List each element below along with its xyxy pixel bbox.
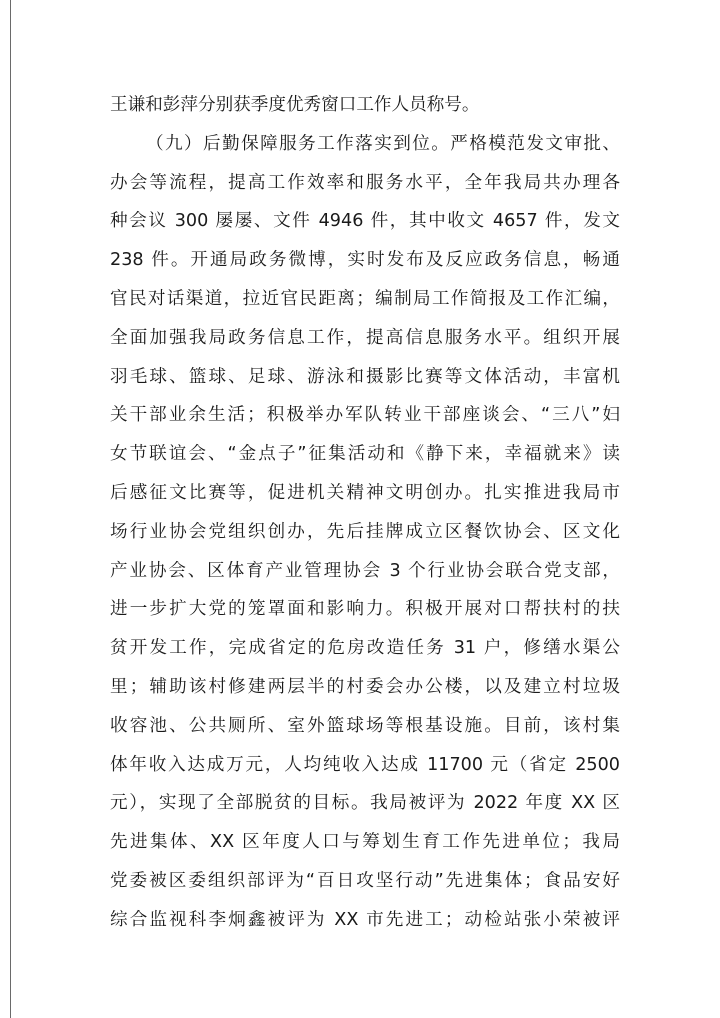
text-line: 王谦和彭萍分别获季度优秀窗口工作人员称号。 xyxy=(110,95,480,115)
text-line: 先进集体、XX 区年度人口与筹划生育工作先进单位；我局 xyxy=(110,832,620,853)
text-line: 收容池、公共厕所、室外篮球场等根基设施。目前，该村集 xyxy=(110,715,620,736)
text-line: 里；辅助该村修建两层半的村委会办公楼，以及建立村垃圾 xyxy=(110,676,620,697)
text-line: 官民对话渠道，拉近官民距离；编制局工作简报及工作汇编， xyxy=(110,288,620,309)
text-line: 贫开发工作，完成省定的危房改造任务 31 户，修缮水渠公 xyxy=(110,638,620,659)
text-line: 体年收入达成万元，人均纯收入达成 11700 元（省定 2500 xyxy=(110,754,620,775)
page-edge-line xyxy=(10,0,11,1018)
text-line: 综合监视科李炯鑫被评为 XX 市先进工；动检站张小荣被评 xyxy=(110,909,620,930)
text-line: 羽毛球、篮球、足球、游泳和摄影比赛等文体活动，丰富机 xyxy=(110,366,620,387)
text-line: （九）后勤保障服务工作落实到位。严格模范发文审批、 xyxy=(146,133,620,154)
text-line: 女节联谊会、“金点子”征集活动和《静下来，幸福就来》读 xyxy=(110,444,620,465)
body-text xyxy=(110,86,620,940)
text-line: 全面加强我局政务信息工作，提高信息服务水平。组织开展 xyxy=(110,327,620,348)
text-line: 后感征文比赛等，促进机关精神文明创办。扎实推进我局市 xyxy=(110,482,620,503)
text-line: 种会议 300 屡屡、文件 4946 件，其中收文 4657 件，发文 xyxy=(110,211,620,232)
text-line: 元），实现了全部脱贫的目标。我局被评为 2022 年度 XX 区 xyxy=(110,793,620,814)
text-line: 党委被区委组织部评为“百日攻坚行动”先进集体；食品安好 xyxy=(110,870,620,891)
text-line: 产业协会、区体育产业管理协会 3 个行业协会联合党支部， xyxy=(110,560,620,581)
text-line: 238 件。开通局政务微博，实时发布及反应政务信息，畅通 xyxy=(110,250,620,271)
text-line: 办会等流程，提高工作效率和服务水平，全年我局共办理各 xyxy=(110,172,620,193)
text-line: 进一步扩大党的笼罩面和影响力。积极开展对口帮扶村的扶 xyxy=(110,599,620,620)
text-line: 场行业协会党组织创办，先后挂牌成立区餐饮协会、区文化 xyxy=(110,521,620,542)
text-line: 关干部业余生活；积极举办军队转业干部座谈会、“三八”妇 xyxy=(110,405,620,426)
